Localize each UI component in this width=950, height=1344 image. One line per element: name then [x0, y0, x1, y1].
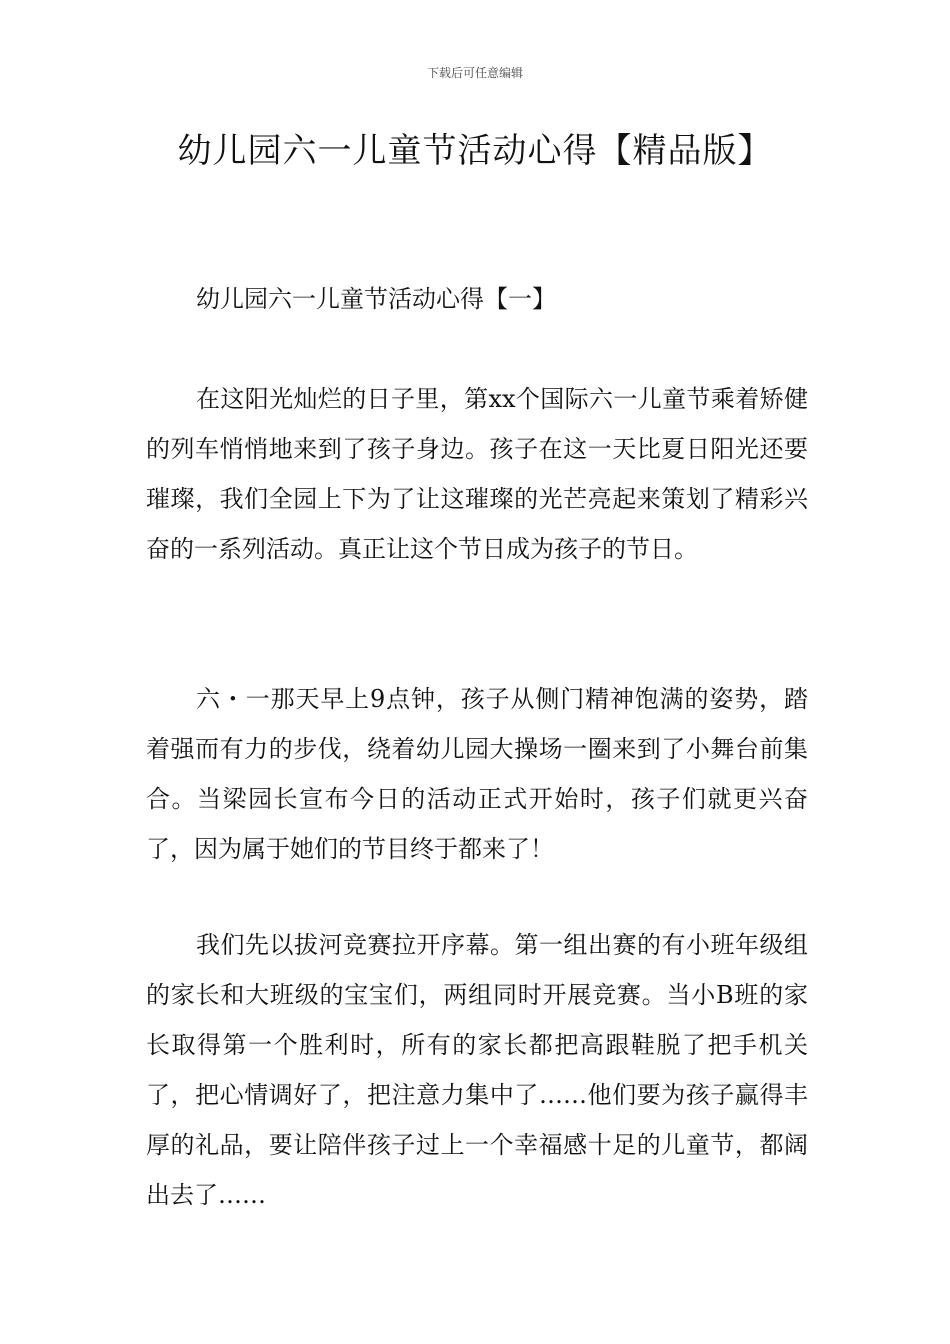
header-note: 下载后可任意编辑 [426, 66, 523, 80]
paragraph-3: 我们先以拔河竞赛拉开序幕。第一组出赛的有小班年级组的家长和大班级的宝宝们，两组同时开展竞赛。当小B班的家长取得第一个胜利时，所有的家长都把高跟鞋脱了把手机关了，把心情调好了，把注意力集中了……他们要为孩子赢得丰厚的礼品，要让陪伴孩子过上一个幸福感十足的儿童节，都阔出去了…… [146, 931, 808, 1209]
document-title: 幼儿园六一儿童节活动心得【精品版】 [177, 131, 773, 171]
section-heading: 幼儿园六一儿童节活动心得【一】 [196, 285, 556, 313]
paragraph-1: 在这阳光灿烂的日子里，第xx个国际六一儿童节乘着矫健的列车悄悄地来到了孩子身边。孩子在这一天比夏日阳光还要璀璨，我们全园上下为了让这璀璨的光芒亮起来策划了精彩兴奋的一系列活动。真正让这个节日成为孩子的节日。 [146, 385, 808, 563]
paragraph-2: 六・一那天早上9点钟，孩子从侧门精神饱满的姿势，踏着强而有力的步伐，绕着幼儿园大操场一圈来到了小舞台前集合。当梁园长宣布今日的活动正式开始时，孩子们就更兴奋了，因为属于她们的节目终于都来了！ [146, 685, 808, 863]
